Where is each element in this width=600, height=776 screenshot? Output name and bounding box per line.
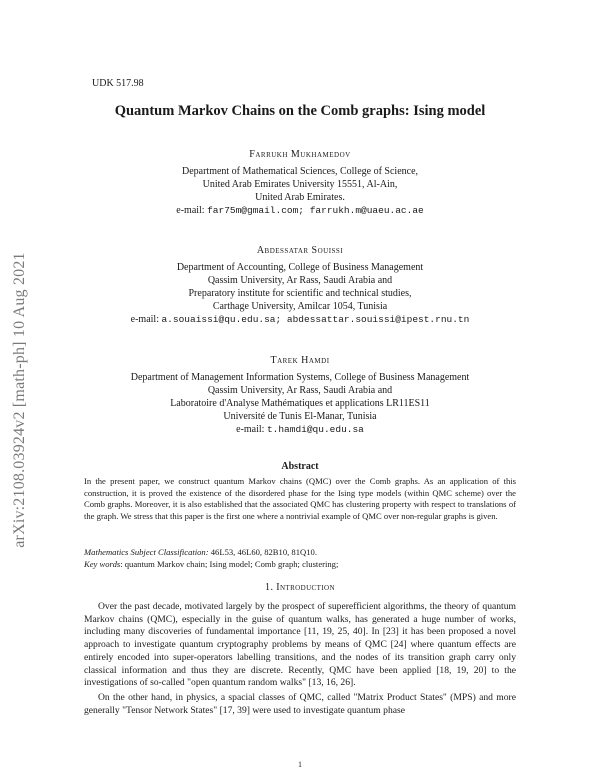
author-name: Abdessatar Souissi xyxy=(256,245,344,256)
abstract-heading: Abstract xyxy=(281,461,319,472)
affiliation-line: Laboratoire d'Analyse Mathématiques et applications LR11ES11 xyxy=(170,398,430,409)
keywords-label: Key words xyxy=(84,558,121,569)
paragraph: Over the past decade, motivated largely by the prospect of superefficient algorithms, the theory of quantum Markov chains (QMC), especially in the guise of quantum walks, has generated a huge number of works, including many discoveries of fundamental importance [11, 19, 25, 40]. In [23] it has been proposed a novel approach to investigate quantum cryptography problems by means of QMC [24] where quantum effects are entirely encoded into super-operators labelling transitions, and the nodes of its transition graph carry only classical information and thus they are discrete. Recently, QMC have been applied [18, 19, 20] to the investigations of so-called "open quantum random walks" [13, 16, 26]. xyxy=(84,601,516,689)
classification-block xyxy=(84,547,516,570)
affiliation-line: Carthage University, Amilcar 1054, Tunisia xyxy=(212,301,388,312)
udk-code: UDK 517.98 xyxy=(92,78,144,89)
author-name: Farrukh Mukhamedov xyxy=(249,149,351,160)
affiliation-line: Preparatory institute for scientific and technical studies, xyxy=(188,288,412,299)
author-block-2 xyxy=(60,244,540,326)
email-address[interactable]: far75m@gmail.com; farrukh.m@uaeu.ac.ae xyxy=(207,205,424,216)
msc-line xyxy=(84,547,516,559)
msc-label: Mathematics Subject Classification: xyxy=(84,547,209,557)
msc-value: 46L53, 46L60, 82B10, 81Q10. xyxy=(208,547,317,557)
body-text xyxy=(84,601,516,717)
email-address[interactable]: a.souaissi@qu.edu.sa; abdessattar.souissi@ipest.rnu.tn xyxy=(161,314,470,325)
email-line xyxy=(60,204,540,217)
email-line xyxy=(60,423,540,436)
affiliation-line: United Arab Emirates. xyxy=(255,192,345,203)
affiliation-line: Department of Mathematical Sciences, College of Science, xyxy=(181,166,419,177)
affiliation-line: Qassim University, Ar Rass, Saudi Arabia and xyxy=(207,385,393,396)
keywords-line xyxy=(84,559,516,571)
author-block-3 xyxy=(60,354,540,436)
affiliation-line: United Arab Emirates University 15551, Al-Ain, xyxy=(202,179,398,190)
email-line xyxy=(60,313,540,326)
page-number: 1 xyxy=(298,760,302,769)
email-label: e-mail: xyxy=(236,424,265,435)
paragraph: On the other hand, in physics, a spacial classes of QMC, called "Matrix Product States" (MPS) and more generally "Tensor Network States" [17, 39] were used to investigate quantum phase xyxy=(84,691,516,716)
email-address[interactable]: t.hamdi@qu.edu.sa xyxy=(266,424,364,435)
arxiv-id: arXiv:2108.03924v2 [math-ph] 10 Aug 2021 xyxy=(11,252,28,548)
affiliation-line: Qassim University, Ar Rass, Saudi Arabia and xyxy=(207,275,393,286)
section-heading: 1. Introduction xyxy=(265,582,335,593)
abstract-text: In the present paper, we construct quantum Markov chains (QMC) over the Comb graphs. As an application of this construction, it is proved the existence of the disordered phase for the Ising type models (within QMC scheme) over the Comb graphs. Moreover, it is also established that the associated QMC has clustering property with respect to translations of the graph. We stress that this paper is the first one where a nontrivial example of QMC over non-regular graphs is given. xyxy=(84,476,516,521)
keywords-value: : quantum Markov chain; Ising model; Comb graph; clustering; xyxy=(120,558,339,569)
affiliation-line: Department of Accounting, College of Business Management xyxy=(176,262,424,273)
email-label: e-mail: xyxy=(130,314,159,325)
author-name: Tarek Hamdi xyxy=(270,355,330,366)
affiliation-line: Université de Tunis El-Manar, Tunisia xyxy=(223,411,377,422)
paper-title: Quantum Markov Chains on the Comb graphs: Ising model xyxy=(114,103,486,119)
email-label: e-mail: xyxy=(176,205,205,216)
arxiv-stamp xyxy=(2,190,38,610)
author-block-1 xyxy=(60,148,540,217)
affiliation-line: Department of Management Information Systems, College of Business Management xyxy=(130,372,470,383)
